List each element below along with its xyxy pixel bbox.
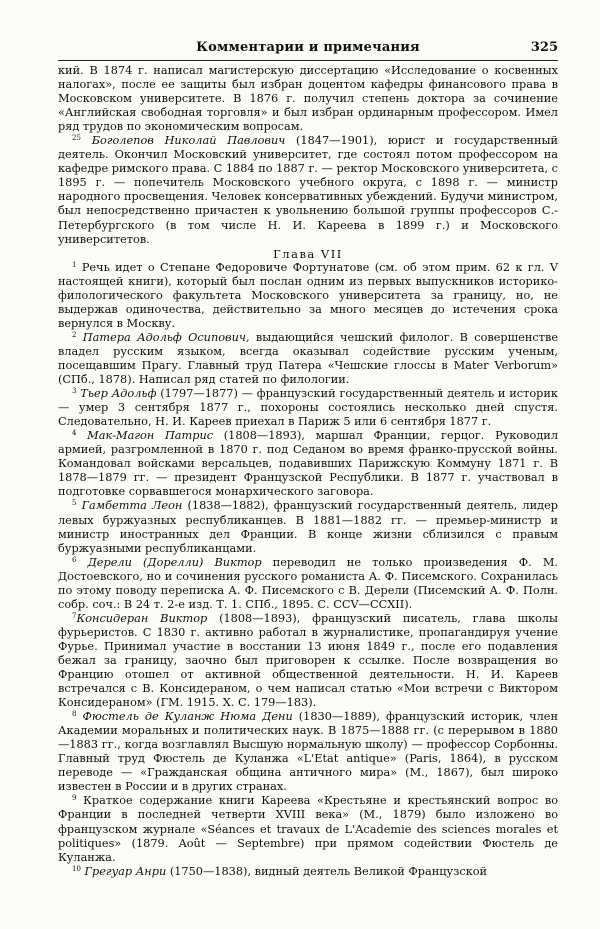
note-text: (1808—1893), французский писатель, глава школы фурьеристов. С 1830 г. активно работал в журналистике, пропагандируя учение Фурье. Принимал участие в восстании 13 июня 1849 г., после его подавления бежал за границу, заочно был приговорен к ссылке. После возвращения во Францию отошел от активной общественной деятельности. Н. И. Кареев встречался с В. Консидераном, о чем написал статью «Мои встречи с Виктором Консидераном» (ГМ. 1915. Х. С. 179—183).	[58, 611, 558, 710]
note-text: переводил не только произведения Ф. М. Достоевского, но и сочинения русского романиста А. Ф. Писемского. Сохранилась по этому поводу переписка А. Ф. Писемского с В. Дерели (Писемский А. Ф. Полн. собр. соч.: В 24 т. 2-е изд. Т. 1. СПб., 1895. С. CCV—CCXII).	[58, 555, 559, 611]
note-person-name: Патера Адольф Осипович,	[82, 330, 250, 344]
note-person-name: Гамбетта Леон	[81, 499, 183, 513]
note-number: 25	[72, 134, 81, 143]
note-person-name: Консидеран Виктор	[76, 611, 208, 625]
note-number: 2	[72, 330, 77, 339]
note-25	[58, 134, 558, 246]
note-number: 10	[72, 864, 81, 873]
note-text: (1808—1893), маршал Франции, герцог. Руководил армией, разгромленной в 1870 г. под Седаном во время франко-прусской войны. Командовал войсками версальцев, подавивших Парижскую Коммуну 1871 г. В 1878—1879 гг. — президент Французской Республики. В 1877 г. участвовал в подготовке сорвавшегося монархического заговора.	[58, 429, 558, 499]
note-6	[58, 556, 558, 612]
note-person-name: Тьер Адольф	[80, 387, 157, 401]
note-text: Речь идет о Степане Федоровиче Фортунатове (см. об этом прим. 62 к гл. V настоящей книги), который был послан одним из первых выпускников историко-филологического факультета Московского университета за границу, но, не выдержав одиночества, действительно за много месяцев до истечения срока вернулся в Москву.	[58, 260, 558, 330]
note-9	[58, 794, 558, 864]
running-title: Комментарии и примечания	[196, 40, 420, 55]
note-number: 4	[72, 429, 77, 438]
note-number: 1	[72, 260, 77, 269]
note-number: 6	[72, 555, 77, 564]
commentary-body	[58, 64, 558, 924]
note-8	[58, 710, 558, 794]
note-3	[58, 387, 558, 429]
note-text: (1838—1882), французский государственный деятель, лидер левых буржуазных республиканцев. В 1881—1882 гг. — премьер-министр и министр иностранных дел Франции. В конце жизни сблизился с правым буржуазными республиканцами.	[58, 499, 558, 555]
page-number: 325	[530, 40, 558, 55]
note-text: (1797—1877) — французский государственный деятель и историк — умер 3 сентября 1877 г., похороны состоялись несколько дней спустя. Следовательно, Н. И. Кареев приехал в Париж 5 или 6 сентября 1877 г.	[58, 387, 558, 429]
note-number: 9	[72, 794, 77, 803]
note-person-name: Грегуар Анри	[84, 864, 167, 878]
note-text: (1847—1901), юрист и государственный деятель. Окончил Московский университет, где состоял потом профессором на кафедре римского права. С 1884 по 1887 г. — ректор Московского университета, с 1895 г. — попечитель Московского учебного округа, с 1898 г. — министр народного просвещения. Человек консервативных убеждений. Будучи министром, был непосредственно причастен к увольнению большой группы профессоров С.-Петербургского (в том числе Н. И. Кареева в 1899 г.) и Московского университетов.	[58, 134, 559, 246]
running-head	[58, 40, 558, 60]
note-number: 7	[72, 611, 77, 620]
note-text: Краткое содержание книги Кареева «Крестьяне и крестьянский вопрос во Франции в последней четверти XVIII века» (М., 1879) было изложено во французском журнале «Séances et travaux de L'Academie des sciences morales et politiques» (1879. Août — Septembre) при прямом содействии Фюстель де Куланжа.	[58, 794, 559, 864]
note-number: 8	[72, 710, 77, 719]
note-text: (1830—1889), французский историк, член Академии моральных и политических наук. В 1875—1888 гг. (с перерывом в 1880—1883 гг., когда возглавлял Высшую нормальную школу) — профессор Сорбонны. Главный труд Фюстель де Куланжа «L'Etat antique» (Paris, 1864), в русском переводе — «Гражданская община античного мира» (М., 1867), был широко известен в России и в других странах.	[58, 710, 559, 794]
note-4	[58, 429, 558, 499]
note-10	[58, 865, 558, 879]
note-number: 5	[72, 499, 77, 508]
note-text: (1750—1838), видный деятель Великой Французской	[166, 864, 488, 878]
note-person-name: Фюстель де Куланж Нюма Дени	[82, 710, 293, 724]
header-rule	[58, 60, 558, 61]
note-person-name: Боголепов Николай Павлович	[91, 134, 286, 148]
note-person-name: Мак-Магон Патрис	[87, 429, 214, 443]
note-person-name: Дерели (Дорелли) Виктор	[87, 555, 262, 569]
note-2	[58, 331, 558, 387]
note-7	[58, 612, 558, 710]
continued-note-text: кий. В 1874 г. написал магистерскую диссертацию «Исследование о косвенных налогах», после ее защиты был избран доцентом кафедры финансового права в Московском университете. В 1876 г. получил степень доктора за сочинение «Английская свободная торговля» и был избран ординарным профессором. Имел ряд трудов по экономическим вопросам.	[58, 64, 558, 134]
note-5	[58, 499, 558, 555]
note-number: 3	[72, 387, 77, 396]
note-1	[58, 261, 558, 331]
note-text: выдающийся чешский филолог. В совершенстве владел русским языком, всегда оказывал содействие русским ученым, посещавшим Прагу. Главный труд Патера «Чешские глоссы в Mater Verborum» (СПб., 1878). Написал ряд статей по филологии.	[58, 330, 559, 387]
chapter-heading: Глава VII	[273, 246, 343, 261]
